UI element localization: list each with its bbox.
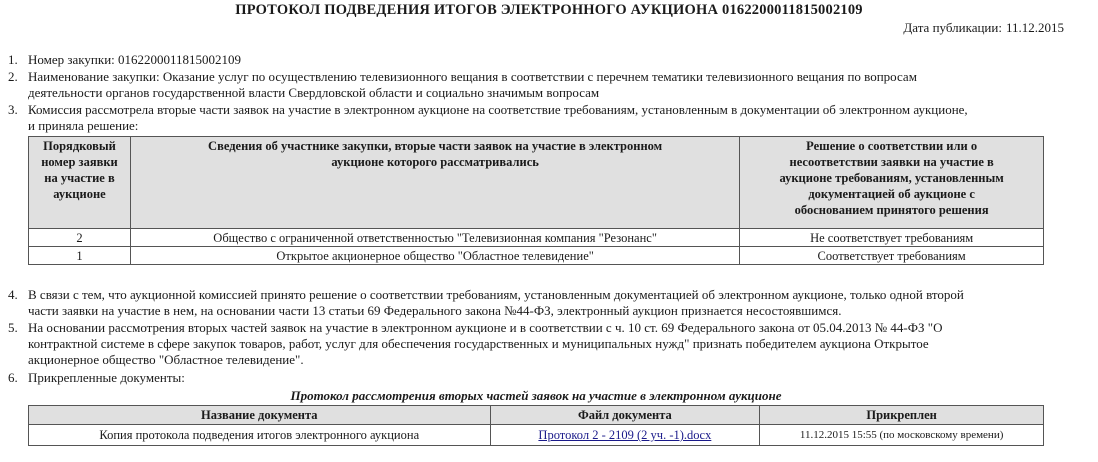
- table-row: [29, 425, 1044, 446]
- participant-cell: Общество с ограниченной ответственностью "Телевизионная компания "Резонанс": [130, 229, 739, 247]
- item-text: контрактной системе в сфере закупок товаров, работ, услуг для обеспечения государственных и муниципальных нужд" признать победителем аукциона Открытое: [28, 336, 929, 351]
- item-text: На основании рассмотрения вторых частей заявок на участие в электронном аукционе и в соответствии с ч. 10 ст. 69 Федерального закона от 05.04.2013 № 44-ФЗ "О: [28, 320, 943, 335]
- item-text: части заявки на участие в нем, на основании части 13 статьи 69 Федерального закона №44-ФЗ, электронный аукцион признается несостоявшимся.: [28, 303, 842, 318]
- publication-date-value: 11.12.2015: [1005, 20, 1064, 35]
- item-text: Комиссия рассмотрела вторые части заявок на участие в электронном аукционе на соответствие требованиям, установленным в документации об электронном аукционе,: [28, 102, 968, 117]
- page-title: ПРОТОКОЛ ПОДВЕДЕНИЯ ИТОГОВ ЭЛЕКТРОННОГО АУКЦИОНА 0162200011815002109: [235, 2, 863, 18]
- item-text: деятельности органов государственной власти Свердловской области и социально значимым вопросам: [28, 85, 600, 100]
- item-text: Прикрепленные документы:: [28, 370, 185, 385]
- participant-cell: Открытое акционерное общество "Областное телевидение": [130, 247, 739, 265]
- column-header-attached: Прикреплен: [760, 406, 1044, 425]
- item-text: В связи с тем, что аукционной комиссией принято решение о соответствии требованиям, установленным документацией об электронном аукционе, только одной второй: [28, 287, 964, 302]
- item-number: 2.: [8, 69, 18, 84]
- document-file-link[interactable]: Протокол 2 - 2109 (2 уч. -1).docx: [538, 428, 712, 442]
- item-number: 3.: [8, 102, 18, 117]
- bid-number-cell: 1: [29, 247, 131, 265]
- bids-table: [28, 136, 1044, 265]
- column-header-bid-number: Порядковый номер заявки на участие в аукционе: [29, 137, 131, 229]
- item-number: 1.: [8, 52, 18, 67]
- item-text: акционерное общество "Областное телевидение".: [28, 352, 304, 367]
- attached-date-cell: 11.12.2015 15:55 (по московскому времени): [760, 425, 1044, 446]
- publication-date: [903, 20, 1068, 36]
- column-header-decision: Решение о соответствии или о несоответствии заявки на участие в аукционе требованиям, установленным документацией об аукционе с обоснованием принятого решения: [740, 137, 1044, 229]
- documents-caption: Протокол рассмотрения вторых частей заявок на участие в электронном аукционе: [290, 388, 782, 403]
- decision-cell: Соответствует требованиям: [740, 247, 1044, 265]
- table-row: [29, 247, 1044, 265]
- item-number: 5.: [8, 320, 18, 335]
- item-number: 6.: [8, 370, 18, 385]
- column-header-document-file: Файл документа: [490, 406, 760, 425]
- document-file-cell: [490, 425, 760, 446]
- decision-cell: Не соответствует требованиям: [740, 229, 1044, 247]
- document-name-cell: Копия протокола подведения итогов электронного аукциона: [29, 425, 491, 446]
- column-header-participant: Сведения об участнике закупки, вторые части заявок на участие в электронном аукционе которого рассматривались: [130, 137, 739, 229]
- table-row: [29, 229, 1044, 247]
- column-header-document-name: Название документа: [29, 406, 491, 425]
- documents-table: [28, 405, 1044, 446]
- bid-number-cell: 2: [29, 229, 131, 247]
- item-text: Номер закупки: 0162200011815002109: [28, 52, 242, 67]
- item-text: Наименование закупки: Оказание услуг по осуществлению телевизионного вещания в соответствии с перечнем тематики телевизионного вещания по вопросам: [28, 69, 917, 84]
- item-text: и приняла решение:: [28, 118, 139, 133]
- publication-date-label: Дата публикации:: [903, 20, 1002, 35]
- item-number: 4.: [8, 287, 18, 302]
